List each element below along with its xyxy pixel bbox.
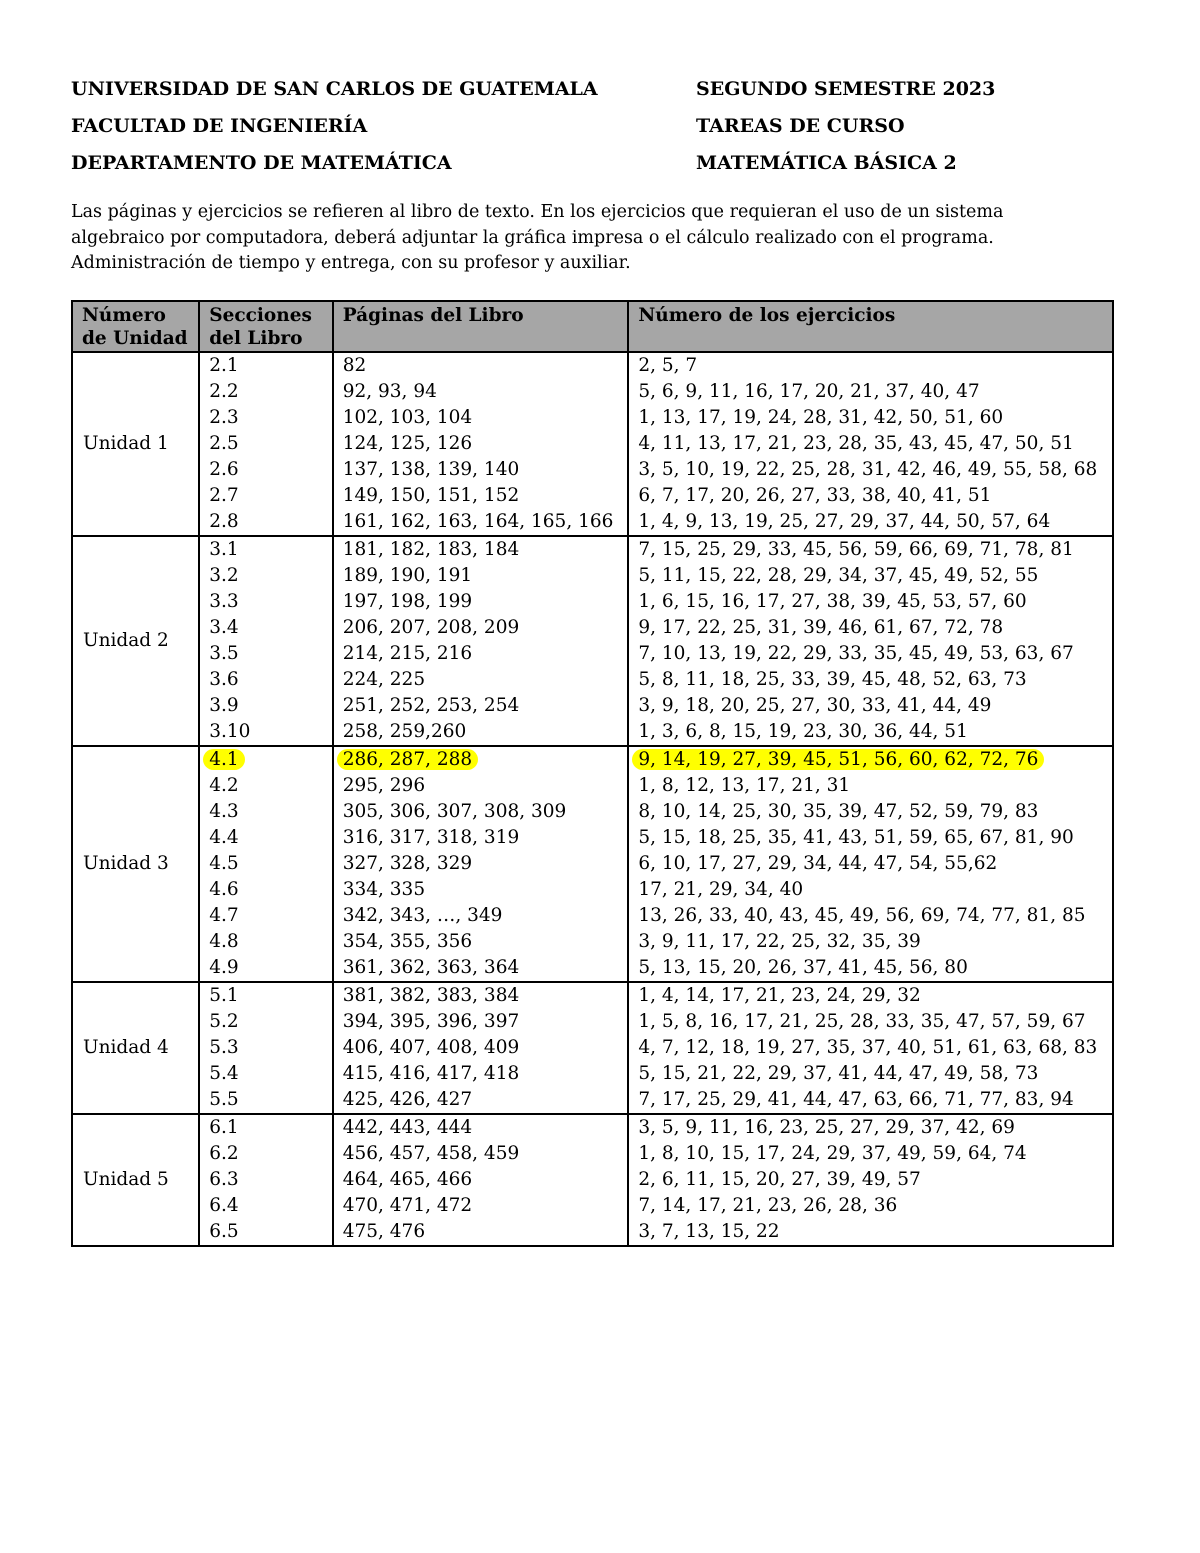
exercises-cell: 13, 26, 33, 40, 43, 45, 49, 56, 69, 74, 77, 81, 85: [628, 903, 1113, 929]
table-row: [72, 667, 1113, 693]
section-cell: 2.5: [199, 431, 332, 457]
table-row: [72, 719, 1113, 746]
section-cell: 6.2: [199, 1141, 332, 1167]
pages-column-header: Páginas del Libro: [333, 301, 629, 352]
section-cell: 4.2: [199, 773, 332, 799]
table-row: [72, 641, 1113, 667]
pages-cell: 189, 190, 191: [333, 563, 629, 589]
section-cell: 4.6: [199, 877, 332, 903]
section-cell: 3.1: [199, 536, 332, 563]
section-cell: 5.3: [199, 1035, 332, 1061]
exercises-cell: 3, 7, 13, 15, 22: [628, 1219, 1113, 1246]
pages-cell: 92, 93, 94: [333, 379, 629, 405]
pages-cell: 305, 306, 307, 308, 309: [333, 799, 629, 825]
highlighted-text: 9, 14, 19, 27, 39, 45, 51, 56, 60, 62, 72, 76: [632, 749, 1044, 770]
exercises-cell: 4, 7, 12, 18, 19, 27, 35, 37, 40, 51, 61, 63, 68, 83: [628, 1035, 1113, 1061]
header-text: del Libro: [209, 328, 303, 349]
header-row-2: [71, 107, 1131, 144]
highlighted-text: 286, 287, 288: [337, 749, 478, 770]
table-row: [72, 483, 1113, 509]
table-row: [72, 405, 1113, 431]
table-row: [72, 563, 1113, 589]
exercises-cell: 7, 14, 17, 21, 23, 26, 28, 36: [628, 1193, 1113, 1219]
table-row: [72, 693, 1113, 719]
table-row: [72, 431, 1113, 457]
table-header-row: [72, 301, 1113, 352]
section-cell: 3.9: [199, 693, 332, 719]
section-cell: 4.5: [199, 851, 332, 877]
pages-cell: 342, 343, …, 349: [333, 903, 629, 929]
intro-line: Administración de tiempo y entrega, con su profesor y auxiliar.: [71, 253, 631, 273]
unit-name-cell: Unidad 4: [72, 982, 199, 1114]
section-cell: 2.7: [199, 483, 332, 509]
intro-line: Las páginas y ejercicios se refieren al libro de texto. En los ejercicios que requieran el uso de un sistema: [71, 202, 1004, 222]
table-row: [72, 1061, 1113, 1087]
exercises-cell: 1, 3, 6, 8, 15, 19, 23, 30, 36, 44, 51: [628, 719, 1113, 746]
table-row: [72, 1035, 1113, 1061]
unit-group: [72, 536, 1113, 746]
table-row: [72, 929, 1113, 955]
table-row: [72, 457, 1113, 483]
pages-cell: 197, 198, 199: [333, 589, 629, 615]
course-name: MATEMÁTICA BÁSICA 2: [696, 151, 957, 174]
unit-group: [72, 746, 1113, 982]
table-row: [72, 982, 1113, 1009]
intro-line: algebraico por computadora, deberá adjuntar la gráfica impresa o el cálculo realizado con el programa.: [71, 227, 994, 248]
exercises-cell: 5, 11, 15, 22, 28, 29, 34, 37, 45, 49, 52, 55: [628, 563, 1113, 589]
pages-cell: 137, 138, 139, 140: [333, 457, 629, 483]
unit-name-cell: Unidad 2: [72, 536, 199, 746]
header-text: Número: [82, 305, 166, 326]
pages-cell: 124, 125, 126: [333, 431, 629, 457]
exercises-cell: 1, 4, 14, 17, 21, 23, 24, 29, 32: [628, 982, 1113, 1009]
table-row: [72, 825, 1113, 851]
table-row: [72, 1087, 1113, 1114]
pages-cell: 361, 362, 363, 364: [333, 955, 629, 982]
pages-cell: 394, 395, 396, 397: [333, 1009, 629, 1035]
section-cell: 6.5: [199, 1219, 332, 1246]
section-cell: 3.6: [199, 667, 332, 693]
unit-group: [72, 1114, 1113, 1246]
table-row: [72, 536, 1113, 563]
exercises-cell: 1, 6, 15, 16, 17, 27, 38, 39, 45, 53, 57, 60: [628, 589, 1113, 615]
unit-name-cell: Unidad 3: [72, 746, 199, 982]
header-text: de Unidad: [82, 328, 188, 349]
section-cell: 4.9: [199, 955, 332, 982]
pages-cell: 456, 457, 458, 459: [333, 1141, 629, 1167]
pages-cell: 161, 162, 163, 164, 165, 166: [333, 509, 629, 536]
pages-cell: 475, 476: [333, 1219, 629, 1246]
section-cell: 3.2: [199, 563, 332, 589]
table-row: [72, 903, 1113, 929]
pages-cell: 354, 355, 356: [333, 929, 629, 955]
pages-cell: 181, 182, 183, 184: [333, 536, 629, 563]
pages-cell: 406, 407, 408, 409: [333, 1035, 629, 1061]
section-cell: [199, 746, 332, 773]
section-cell: 6.3: [199, 1167, 332, 1193]
exercises-cell: 4, 11, 13, 17, 21, 23, 28, 35, 43, 45, 47, 50, 51: [628, 431, 1113, 457]
table-row: [72, 509, 1113, 536]
section-cell: 3.4: [199, 615, 332, 641]
section-cell: 6.1: [199, 1114, 332, 1141]
table-row: [72, 352, 1113, 379]
pages-cell: 295, 296: [333, 773, 629, 799]
exercises-cell: 3, 9, 18, 20, 25, 27, 30, 33, 41, 44, 49: [628, 693, 1113, 719]
unit-group: [72, 982, 1113, 1114]
exercises-cell: 1, 8, 10, 15, 17, 24, 29, 37, 49, 59, 64, 74: [628, 1141, 1113, 1167]
unit-column-header: [72, 301, 199, 352]
section-cell: 2.6: [199, 457, 332, 483]
section-cell: 2.2: [199, 379, 332, 405]
pages-cell: 82: [333, 352, 629, 379]
exercises-cell: 7, 17, 25, 29, 41, 44, 47, 63, 66, 71, 77, 83, 94: [628, 1087, 1113, 1114]
exercises-cell: 7, 15, 25, 29, 33, 45, 56, 59, 66, 69, 71, 78, 81: [628, 536, 1113, 563]
pages-cell: 327, 328, 329: [333, 851, 629, 877]
document-header: [71, 70, 1131, 181]
pages-cell: 224, 225: [333, 667, 629, 693]
exercises-column-header: Número de los ejercicios: [628, 301, 1113, 352]
section-cell: 2.1: [199, 352, 332, 379]
table-row: [72, 1219, 1113, 1246]
header-text: Secciones: [209, 305, 312, 326]
section-cell: 4.4: [199, 825, 332, 851]
exercises-cell: 8, 10, 14, 25, 30, 35, 39, 47, 52, 59, 79, 83: [628, 799, 1113, 825]
pages-cell: 425, 426, 427: [333, 1087, 629, 1114]
unit-name-cell: Unidad 1: [72, 352, 199, 536]
pages-cell: 316, 317, 318, 319: [333, 825, 629, 851]
exercises-cell: 1, 4, 9, 13, 19, 25, 27, 29, 37, 44, 50, 57, 64: [628, 509, 1113, 536]
pages-cell: 251, 252, 253, 254: [333, 693, 629, 719]
pages-cell: 334, 335: [333, 877, 629, 903]
table-row: [72, 851, 1113, 877]
exercises-cell: 2, 5, 7: [628, 352, 1113, 379]
pages-cell: 206, 207, 208, 209: [333, 615, 629, 641]
pages-cell: 464, 465, 466: [333, 1167, 629, 1193]
faculty-name: FACULTAD DE INGENIERÍA: [71, 114, 368, 137]
table-row: [72, 1193, 1113, 1219]
section-cell: 2.3: [199, 405, 332, 431]
university-name: UNIVERSIDAD DE SAN CARLOS DE GUATEMALA: [71, 77, 598, 100]
table-row: [72, 773, 1113, 799]
exercises-cell: 9, 17, 22, 25, 31, 39, 46, 61, 67, 72, 78: [628, 615, 1113, 641]
highlighted-text: 4.1: [203, 749, 244, 770]
exercises-cell: 1, 5, 8, 16, 17, 21, 25, 28, 33, 35, 47, 57, 59, 67: [628, 1009, 1113, 1035]
section-cell: 6.4: [199, 1193, 332, 1219]
section-cell: 4.8: [199, 929, 332, 955]
table-row: [72, 615, 1113, 641]
department-name: DEPARTAMENTO DE MATEMÁTICA: [71, 151, 452, 174]
section-cell: 3.5: [199, 641, 332, 667]
pages-cell: [333, 746, 629, 773]
document-type: TAREAS DE CURSO: [696, 114, 905, 137]
exercises-cell: 5, 8, 11, 18, 25, 33, 39, 45, 48, 52, 63, 73: [628, 667, 1113, 693]
section-cell: 5.5: [199, 1087, 332, 1114]
section-cell: 5.1: [199, 982, 332, 1009]
exercises-cell: 3, 9, 11, 17, 22, 25, 32, 35, 39: [628, 929, 1113, 955]
table-row: [72, 1141, 1113, 1167]
exercises-cell: [628, 746, 1113, 773]
sections-column-header: [199, 301, 332, 352]
pages-cell: 442, 443, 444: [333, 1114, 629, 1141]
table-row: [72, 379, 1113, 405]
exercises-cell: 3, 5, 9, 11, 16, 23, 25, 27, 29, 37, 42, 69: [628, 1114, 1113, 1141]
table-row: [72, 1114, 1113, 1141]
intro-paragraph: [71, 200, 1133, 277]
exercises-cell: 3, 5, 10, 19, 22, 25, 28, 31, 42, 46, 49, 55, 58, 68: [628, 457, 1113, 483]
table-row: [72, 799, 1113, 825]
section-cell: 3.3: [199, 589, 332, 615]
section-cell: 3.10: [199, 719, 332, 746]
table-header: [72, 301, 1113, 352]
exercises-cell: 6, 10, 17, 27, 29, 34, 44, 47, 54, 55,62: [628, 851, 1113, 877]
pages-cell: 102, 103, 104: [333, 405, 629, 431]
assignments-table: [71, 300, 1114, 1247]
pages-cell: 415, 416, 417, 418: [333, 1061, 629, 1087]
section-cell: 2.8: [199, 509, 332, 536]
pages-cell: 470, 471, 472: [333, 1193, 629, 1219]
section-cell: 4.3: [199, 799, 332, 825]
section-cell: 5.2: [199, 1009, 332, 1035]
exercises-cell: 17, 21, 29, 34, 40: [628, 877, 1113, 903]
exercises-cell: 6, 7, 17, 20, 26, 27, 33, 38, 40, 41, 51: [628, 483, 1113, 509]
table-row: [72, 955, 1113, 982]
table-row: [72, 746, 1113, 773]
pages-cell: 258, 259,260: [333, 719, 629, 746]
table-row: [72, 589, 1113, 615]
exercises-cell: 5, 6, 9, 11, 16, 17, 20, 21, 37, 40, 47: [628, 379, 1113, 405]
exercises-cell: 5, 15, 18, 25, 35, 41, 43, 51, 59, 65, 67, 81, 90: [628, 825, 1113, 851]
header-row-1: [71, 70, 1131, 107]
table-row: [72, 1009, 1113, 1035]
header-row-3: [71, 144, 1131, 181]
pages-cell: 381, 382, 383, 384: [333, 982, 629, 1009]
exercises-cell: 2, 6, 11, 15, 20, 27, 39, 49, 57: [628, 1167, 1113, 1193]
exercises-cell: 1, 8, 12, 13, 17, 21, 31: [628, 773, 1113, 799]
exercises-cell: 1, 13, 17, 19, 24, 28, 31, 42, 50, 51, 60: [628, 405, 1113, 431]
unit-name-cell: Unidad 5: [72, 1114, 199, 1246]
table-row: [72, 877, 1113, 903]
exercises-cell: 5, 15, 21, 22, 29, 37, 41, 44, 47, 49, 58, 73: [628, 1061, 1113, 1087]
unit-group: [72, 352, 1113, 536]
semester-label: SEGUNDO SEMESTRE 2023: [696, 77, 996, 100]
section-cell: 5.4: [199, 1061, 332, 1087]
table-row: [72, 1167, 1113, 1193]
exercises-cell: 5, 13, 15, 20, 26, 37, 41, 45, 56, 80: [628, 955, 1113, 982]
exercises-cell: 7, 10, 13, 19, 22, 29, 33, 35, 45, 49, 53, 63, 67: [628, 641, 1113, 667]
pages-cell: 149, 150, 151, 152: [333, 483, 629, 509]
section-cell: 4.7: [199, 903, 332, 929]
pages-cell: 214, 215, 216: [333, 641, 629, 667]
